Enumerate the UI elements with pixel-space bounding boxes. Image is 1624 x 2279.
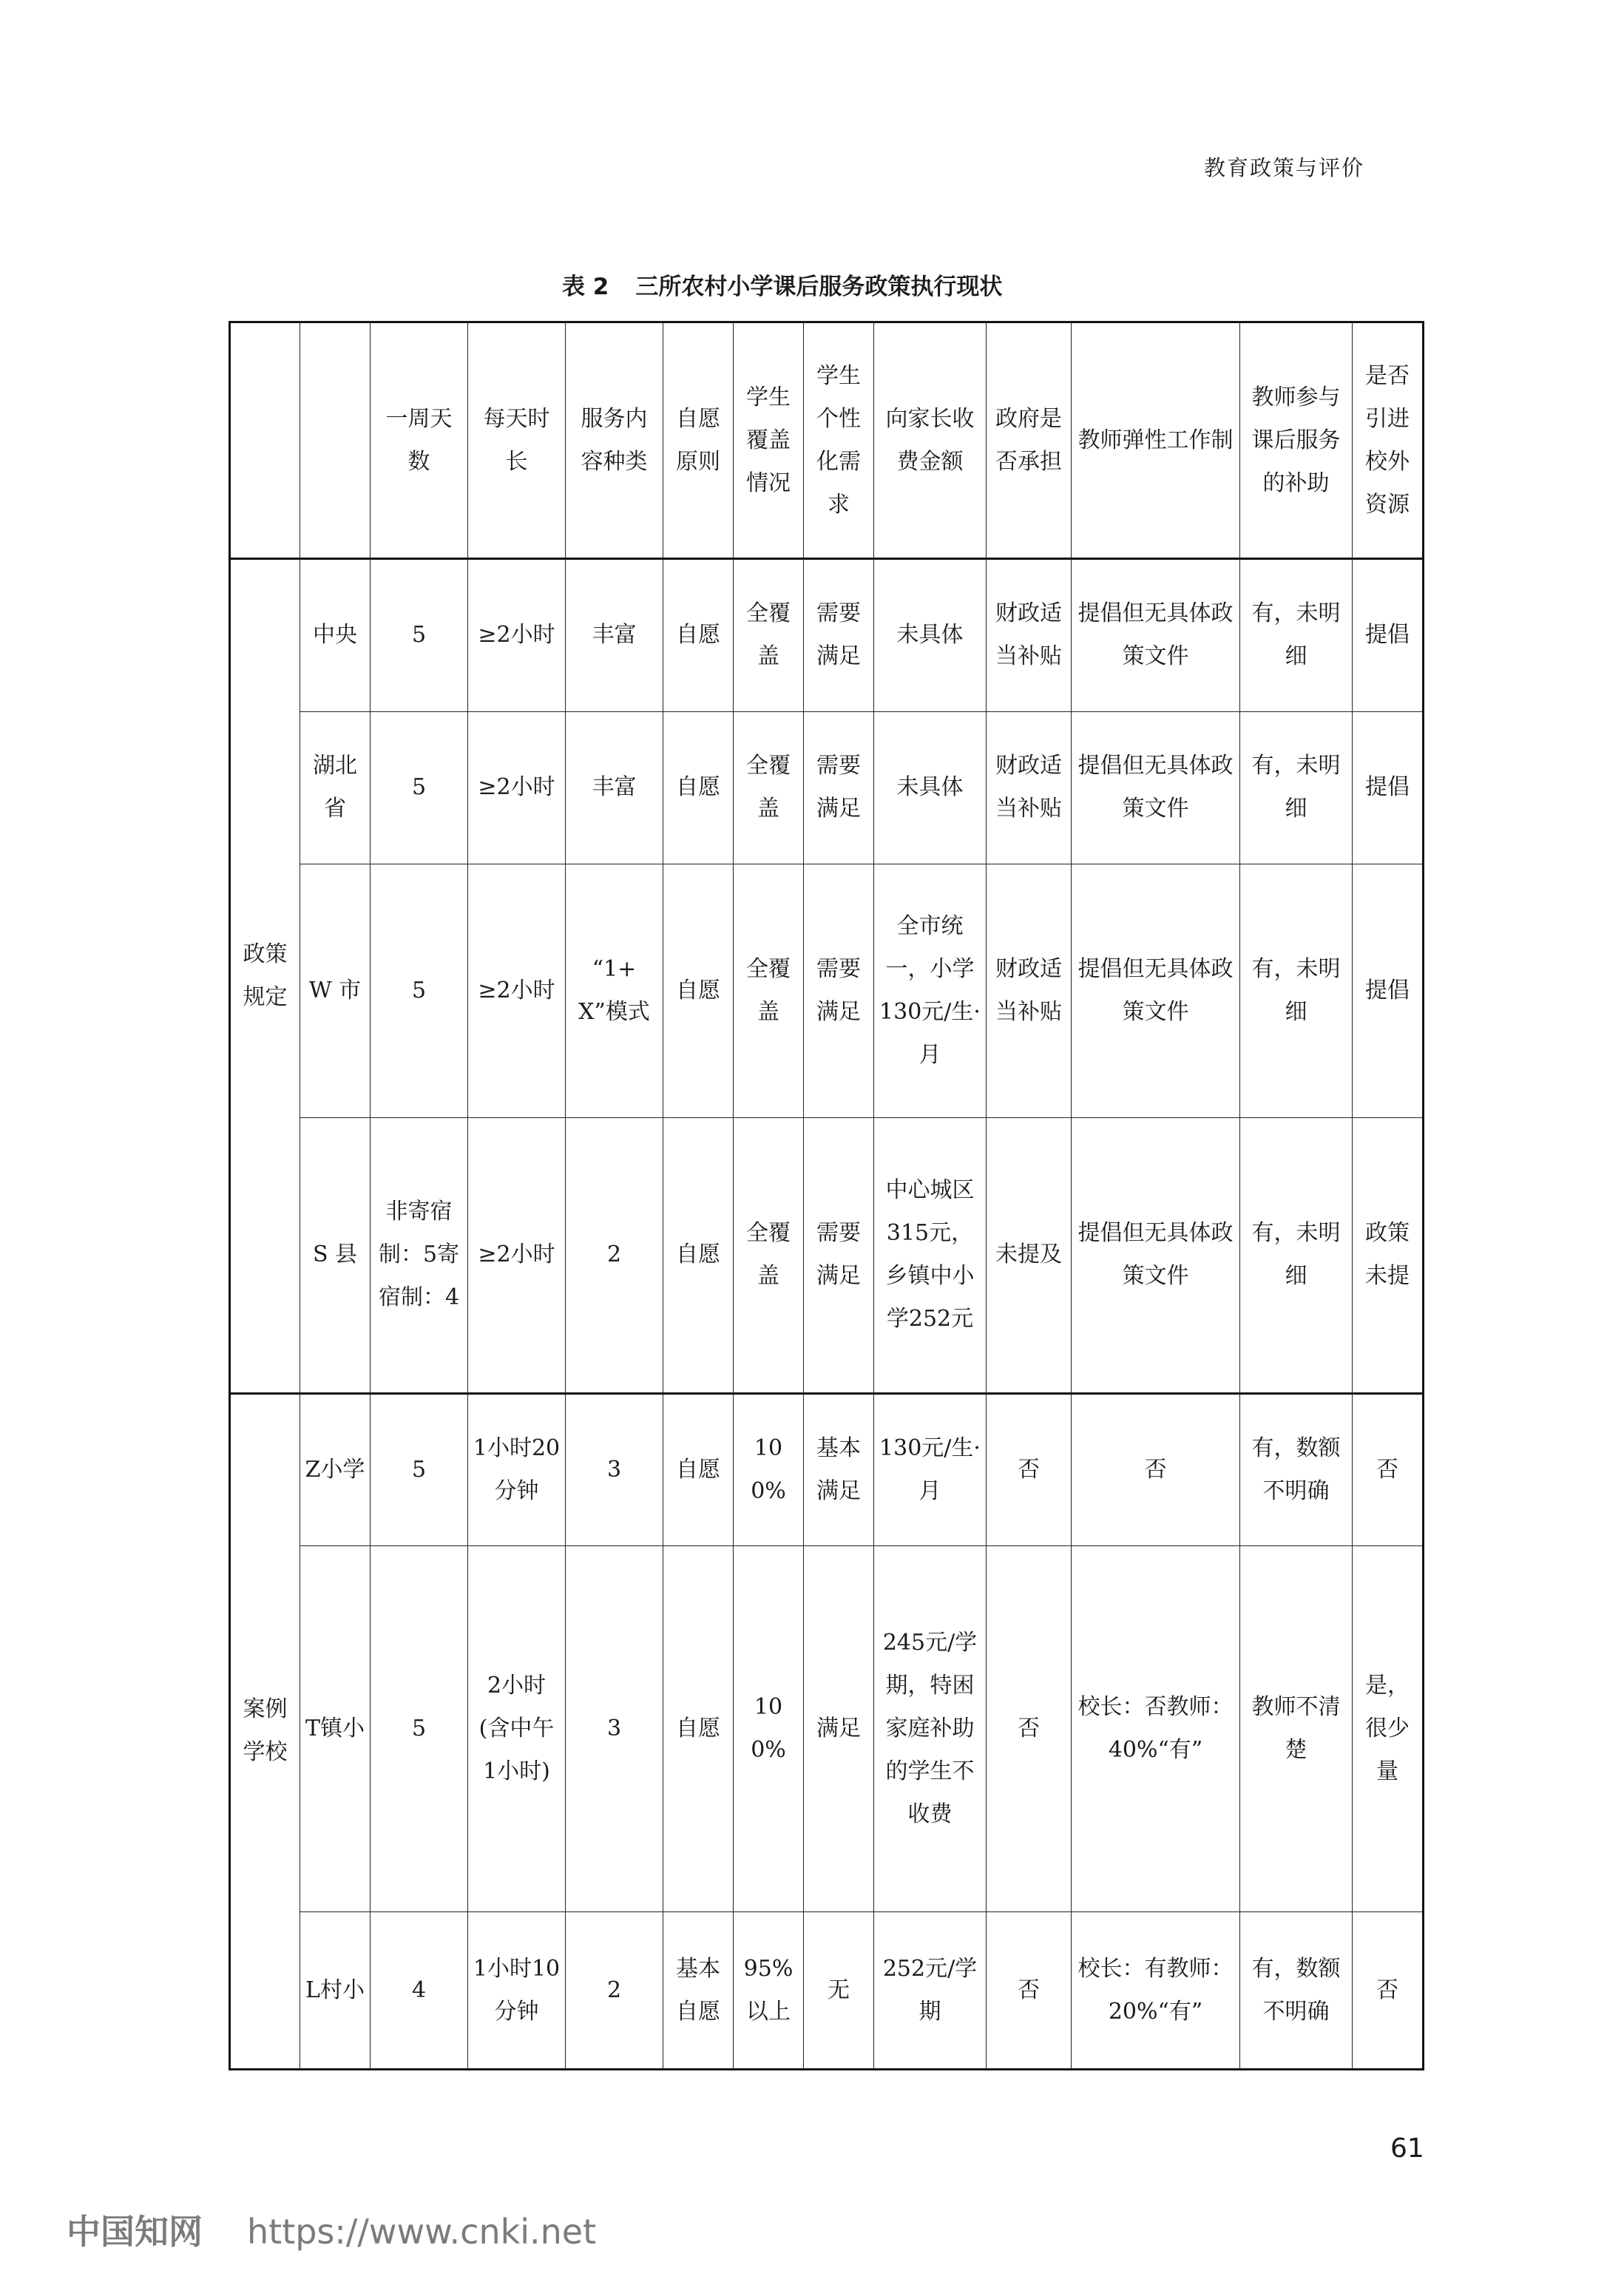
table-cell: ≥2小时 [468, 1117, 566, 1393]
table-cell: 1小时20分钟 [468, 1393, 566, 1546]
table-cell: 有，未明细 [1240, 1117, 1353, 1393]
header-flexible-work: 教师弹性工作制 [1072, 322, 1240, 559]
table-row [230, 1912, 1424, 2070]
table-cell: 需要满足 [804, 711, 874, 864]
page-number: 61 [1390, 2133, 1424, 2164]
table-cell: 否 [1072, 1393, 1240, 1546]
table-cell: 校长：否教师：40%“有” [1072, 1546, 1240, 1912]
table-cell: 否 [1353, 1912, 1424, 2070]
table-cell: 提倡 [1353, 864, 1424, 1118]
table-cell: 5 [371, 1546, 468, 1912]
table-cell: ≥2小时 [468, 559, 566, 712]
header-government: 政府是否承担 [987, 322, 1072, 559]
header-teacher-subsidy: 教师参与课后服务的补助 [1240, 322, 1353, 559]
table-row [230, 1117, 1424, 1393]
table-cell: 丰富 [566, 559, 663, 712]
table-cell: 5 [371, 559, 468, 712]
table-cell: 有，数额不明确 [1240, 1912, 1353, 2070]
table-cell: 自愿 [663, 864, 734, 1118]
table-row [230, 1393, 1424, 1546]
policy-table [229, 321, 1424, 2070]
group-label: 政策规定 [230, 559, 300, 1394]
table-cell: 提倡 [1353, 711, 1424, 864]
table-cell: 教师不清楚 [1240, 1546, 1353, 1912]
header-days: 一周天数 [371, 322, 468, 559]
table-cell: 自愿 [663, 1393, 734, 1546]
table-cell: 政策未提 [1353, 1117, 1424, 1393]
table-cell: 校长：有教师：20%“有” [1072, 1912, 1240, 2070]
table-cell: 2 [566, 1117, 663, 1393]
table-cell: 财政适当补贴 [987, 559, 1072, 712]
row-label: L村小 [300, 1912, 371, 2070]
table-cell: 无 [804, 1912, 874, 2070]
table-cell: 5 [371, 1393, 468, 1546]
table-cell: 3 [566, 1393, 663, 1546]
table-cell: 否 [1353, 1393, 1424, 1546]
header-row [230, 322, 1424, 559]
table-cell: 未具体 [874, 559, 987, 712]
table-cell: 5 [371, 711, 468, 864]
header-voluntary: 自愿原则 [663, 322, 734, 559]
row-label: S 县 [300, 1117, 371, 1393]
header-cell [230, 322, 300, 559]
table-cell: 5 [371, 864, 468, 1118]
row-label: T镇小 [300, 1546, 371, 1912]
table-cell: 提倡但无具体政策文件 [1072, 1117, 1240, 1393]
table-caption [562, 268, 1094, 301]
header-coverage: 学生覆盖情况 [734, 322, 804, 559]
table-cell: 财政适当补贴 [987, 864, 1072, 1118]
cnki-logo: 中国知网 [67, 2212, 203, 2252]
table-cell: 提倡但无具体政策文件 [1072, 711, 1240, 864]
table-cell: 95%以上 [734, 1912, 804, 2070]
table-cell: 提倡但无具体政策文件 [1072, 864, 1240, 1118]
table-cell: 有，未明细 [1240, 711, 1353, 864]
table-cell: 全覆盖 [734, 711, 804, 864]
row-label: 中央 [300, 559, 371, 712]
table-cell: 有，未明细 [1240, 864, 1353, 1118]
table-row [230, 711, 1424, 864]
table-cell: 需要满足 [804, 559, 874, 712]
table-cell: 2小时(含中午1小时) [468, 1546, 566, 1912]
table-cell: 全覆盖 [734, 1117, 804, 1393]
header-duration: 每天时长 [468, 322, 566, 559]
header-fees: 向家长收费金额 [874, 322, 987, 559]
table-cell: 是，很少量 [1353, 1546, 1424, 1912]
table-number: 表 2 [562, 274, 609, 300]
table-cell: 满足 [804, 1546, 874, 1912]
table-cell: 全覆盖 [734, 559, 804, 712]
table-row [230, 559, 1424, 712]
table-cell: 100% [734, 1393, 804, 1546]
table-cell: 3 [566, 1546, 663, 1912]
table-cell: 提倡但无具体政策文件 [1072, 559, 1240, 712]
table-cell: 1小时10分钟 [468, 1912, 566, 2070]
row-label: 湖北省 [300, 711, 371, 864]
table-cell: 丰富 [566, 711, 663, 864]
table-cell: 全覆盖 [734, 864, 804, 1118]
table-cell: 基本满足 [804, 1393, 874, 1546]
table-row [230, 1546, 1424, 1912]
cnki-url: https://www.cnki.net [247, 2212, 597, 2252]
table-cell: 财政适当补贴 [987, 711, 1072, 864]
table-cell: 提倡 [1353, 559, 1424, 712]
table-cell: 自愿 [663, 559, 734, 712]
table-cell: 未提及 [987, 1117, 1072, 1393]
table-cell: 需要满足 [804, 864, 874, 1118]
table-cell: 未具体 [874, 711, 987, 864]
table-cell: ≥2小时 [468, 711, 566, 864]
table-cell: 有，未明细 [1240, 559, 1353, 712]
header-cell [300, 322, 371, 559]
row-label: Z小学 [300, 1393, 371, 1546]
table-cell: 自愿 [663, 1546, 734, 1912]
header-external-resources: 是否引进校外资源 [1353, 322, 1424, 559]
table-cell: 否 [987, 1546, 1072, 1912]
table-cell: 自愿 [663, 711, 734, 864]
table-cell: 需要满足 [804, 1117, 874, 1393]
table-cell: 非寄宿制：5寄宿制：4 [371, 1117, 468, 1393]
table-cell: 中心城区315元，乡镇中小学252元 [874, 1117, 987, 1393]
table-cell: 130元/生·月 [874, 1393, 987, 1546]
cnki-watermark [67, 2205, 596, 2254]
table-title: 三所农村小学课后服务政策执行现状 [635, 274, 1003, 300]
group-label: 案例学校 [230, 1393, 300, 2069]
table-cell: 否 [987, 1912, 1072, 2070]
header-service-types: 服务内容种类 [566, 322, 663, 559]
table-cell: ≥2小时 [468, 864, 566, 1118]
table-row [230, 864, 1424, 1118]
table-cell: 基本自愿 [663, 1912, 734, 2070]
running-head: 教育政策与评价 [1204, 155, 1365, 180]
table-cell: 100% [734, 1546, 804, 1912]
table-cell: 有，数额不明确 [1240, 1393, 1353, 1546]
table-cell: 252元/学期 [874, 1912, 987, 2070]
table-cell: 4 [371, 1912, 468, 2070]
table-cell: 245元/学期，特困家庭补助的学生不收费 [874, 1546, 987, 1912]
header-individual-needs: 学生个性化需求 [804, 322, 874, 559]
table-cell: 2 [566, 1912, 663, 2070]
table-cell: 否 [987, 1393, 1072, 1546]
table-cell: 全市统一，小学130元/生·月 [874, 864, 987, 1118]
row-label: W 市 [300, 864, 371, 1118]
table-cell: “1+X”模式 [566, 864, 663, 1118]
table-cell: 自愿 [663, 1117, 734, 1393]
